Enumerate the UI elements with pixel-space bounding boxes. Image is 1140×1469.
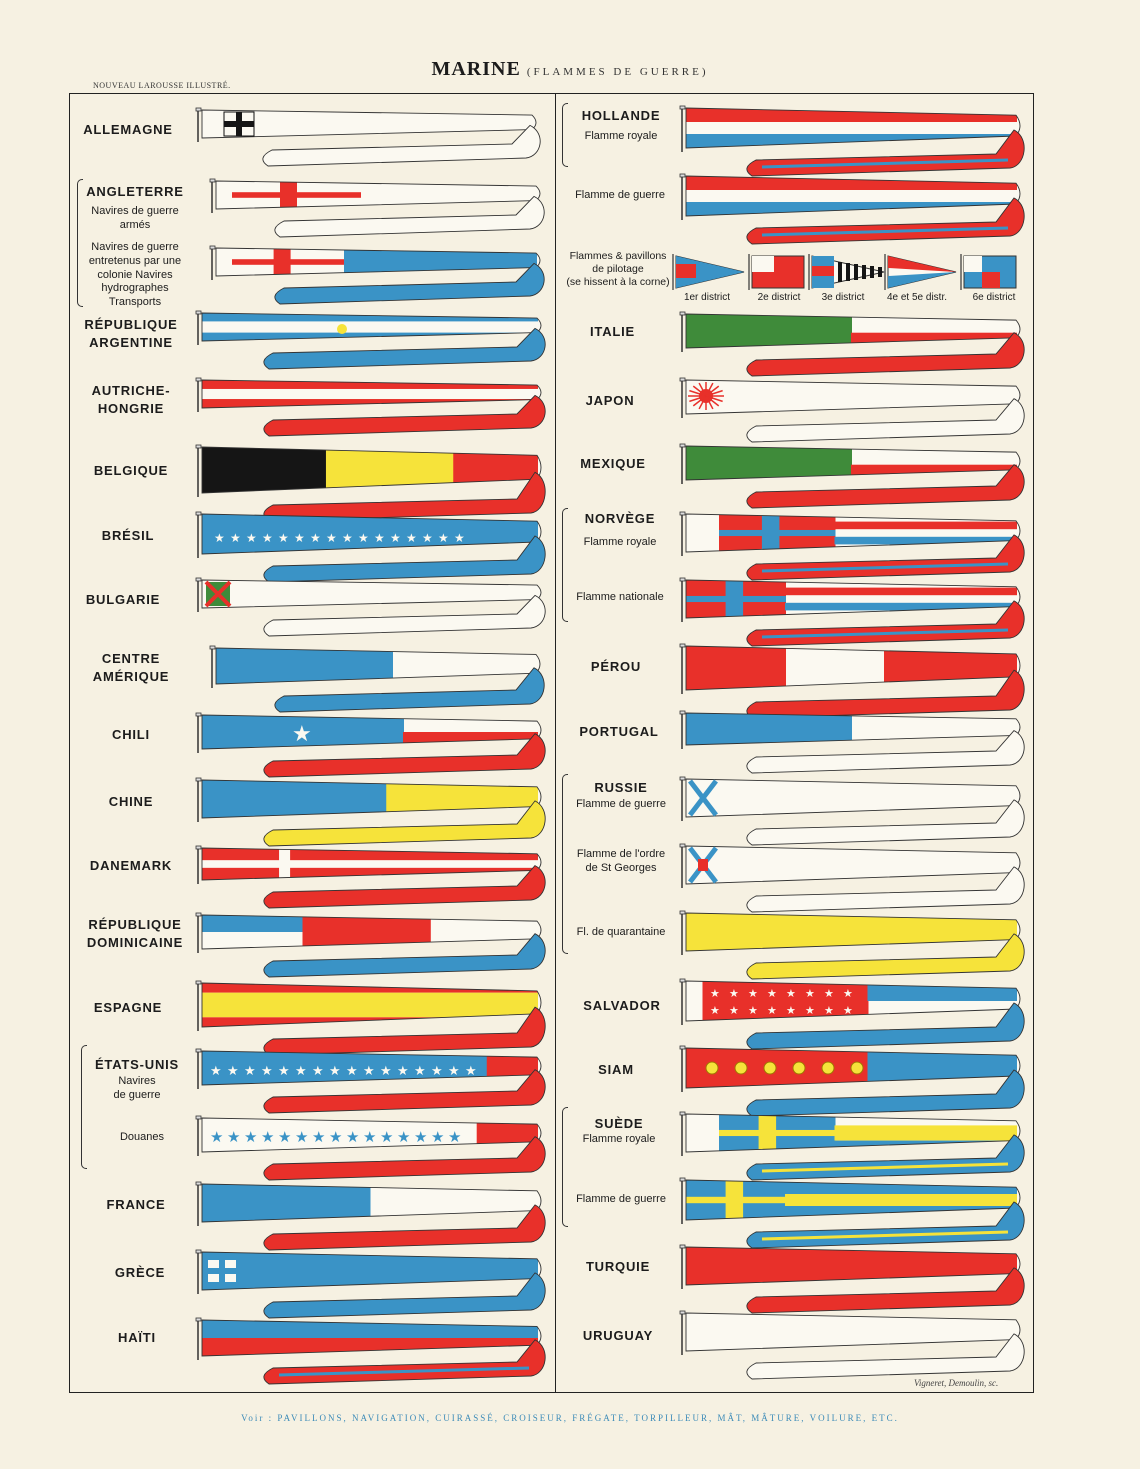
pennant-mexique	[680, 446, 1030, 516]
pennant-uruguay	[680, 1313, 1030, 1387]
pilot-flag-4	[884, 254, 964, 294]
svg-text:★: ★	[390, 531, 401, 545]
label-suede-guerre: Flamme de guerre	[576, 1193, 666, 1205]
pennant-france	[196, 1184, 551, 1258]
label-italie: ITALIE	[590, 324, 635, 339]
title-subtitle: (FLAMMES DE GUERRE)	[526, 66, 709, 78]
svg-text:★: ★	[210, 1064, 222, 1079]
label-turquie: TURQUIE	[585, 1259, 651, 1274]
svg-text:★: ★	[729, 987, 739, 1000]
svg-text:★: ★	[431, 1128, 445, 1146]
svg-text:★: ★	[358, 531, 369, 545]
pennant-angleterre-colonie	[210, 248, 550, 312]
label-chine: CHINE	[108, 794, 154, 809]
label-argentine: RÉPUBLIQUE ARGENTINE	[84, 317, 178, 350]
label-hollande-guerre: Flamme de guerre	[575, 189, 665, 201]
svg-text:★: ★	[414, 1064, 426, 1079]
label-etats-unis-douanes: Douanes	[119, 1131, 165, 1143]
svg-text:★: ★	[246, 531, 257, 545]
pennant-allemagne	[196, 110, 546, 174]
svg-text:★: ★	[227, 1128, 241, 1146]
svg-text:★: ★	[465, 1064, 477, 1079]
pennant-grece	[196, 1252, 551, 1326]
footer-see-also: Voir : PAVILLONS, NAVIGATION, CUIRASSÉ, CROISEUR, FRÉGATE, TORPILLEUR, MÂT, MÂTURE, VOILURE, ETC.	[241, 1413, 899, 1423]
svg-text:★: ★	[342, 531, 353, 545]
svg-text:★: ★	[805, 987, 815, 1000]
svg-text:★: ★	[786, 1004, 796, 1017]
label-russie-guerre: Flamme de guerre	[576, 798, 666, 810]
label-bulgarie: BULGARIE	[85, 592, 161, 607]
pennant-centre-amerique	[210, 648, 550, 720]
publisher-mark: NOUVEAU LAROUSSE ILLUSTRÉ.	[93, 81, 231, 90]
svg-text:★: ★	[363, 1128, 377, 1146]
svg-text:★: ★	[261, 1064, 273, 1079]
label-suede-royale: Flamme royale	[582, 1133, 656, 1145]
pennant-siam	[680, 1048, 1030, 1124]
label-suede: SUÈDE	[594, 1116, 644, 1131]
pennant-danemark	[196, 848, 551, 916]
svg-text:★: ★	[310, 531, 321, 545]
pennant-bresil	[196, 514, 551, 590]
label-uruguay: URUGUAY	[582, 1328, 654, 1343]
svg-text:★: ★	[729, 1004, 739, 1017]
district-label-2: 2e district	[757, 292, 801, 303]
label-japon: JAPON	[585, 393, 635, 408]
svg-text:★: ★	[397, 1128, 411, 1146]
pennant-turquie	[680, 1247, 1030, 1321]
svg-text:★: ★	[414, 1128, 428, 1146]
label-hollande: HOLLANDE	[581, 108, 661, 123]
svg-text:★: ★	[843, 987, 853, 1000]
svg-text:★: ★	[786, 987, 796, 1000]
svg-text:★: ★	[805, 1004, 815, 1017]
svg-text:★: ★	[244, 1128, 258, 1146]
label-russie-quarantaine: Fl. de quarantaine	[576, 926, 666, 938]
svg-text:★: ★	[843, 1004, 853, 1017]
label-hollande-royale: Flamme royale	[584, 130, 658, 142]
svg-text:★: ★	[295, 1064, 307, 1079]
svg-text:★: ★	[329, 1128, 343, 1146]
district-label-1: 1er district	[683, 292, 731, 303]
pennant-etats-unis-douanes	[196, 1118, 551, 1188]
pennant-angleterre-armes	[210, 181, 550, 245]
svg-text:★: ★	[244, 1064, 256, 1079]
svg-text:★: ★	[824, 987, 834, 1000]
svg-text:★: ★	[278, 531, 289, 545]
label-dominicaine: RÉPUBLIQUE DOMINICAINE	[86, 917, 184, 950]
district-label-4: 4e et 5e distr.	[886, 292, 948, 303]
pennant-dominicaine	[196, 915, 551, 985]
label-salvador: SALVADOR	[583, 998, 661, 1013]
label-angleterre-armes: Navires de guerre armés	[91, 205, 179, 231]
svg-text:★: ★	[397, 1064, 409, 1079]
svg-text:★: ★	[346, 1064, 358, 1079]
svg-text:★: ★	[329, 1064, 341, 1079]
label-centre-amerique: CENTRE AMÉRIQUE	[92, 651, 170, 684]
pilot-flag-6	[960, 254, 1040, 294]
svg-text:★: ★	[363, 1064, 375, 1079]
svg-text:★: ★	[326, 531, 337, 545]
svg-text:★: ★	[261, 1128, 275, 1146]
column-divider	[555, 93, 556, 1393]
svg-text:★: ★	[454, 531, 465, 545]
svg-text:★: ★	[448, 1128, 462, 1146]
label-etats-unis: ÉTATS-UNIS	[94, 1057, 180, 1072]
svg-text:★: ★	[278, 1128, 292, 1146]
label-russie-st-georges: Flamme de l'ordre de St Georges	[576, 848, 666, 874]
label-norvege-royale: Flamme royale	[583, 536, 657, 548]
pennant-chine	[196, 780, 551, 854]
pilot-flag-1	[672, 254, 752, 294]
title-main: MARINE	[431, 58, 521, 80]
pennant-autriche-hongrie	[196, 380, 551, 444]
svg-text:★: ★	[431, 1064, 443, 1079]
label-angleterre: ANGLETERRE	[86, 184, 184, 199]
label-haiti: HAÏTI	[118, 1330, 156, 1345]
svg-text:★: ★	[406, 531, 417, 545]
district-label-3: 3e district	[821, 292, 865, 303]
svg-text:★: ★	[438, 531, 449, 545]
svg-text:★: ★	[767, 1004, 777, 1017]
pennant-argentine	[196, 313, 551, 377]
label-espagne: ESPAGNE	[93, 1000, 163, 1015]
pennant-salvador	[680, 981, 1030, 1057]
label-hollande-pilotage: Flammes & pavillons de pilotage (se hissent à la corne)	[566, 250, 670, 289]
label-portugal: PORTUGAL	[579, 724, 659, 739]
pennant-hollande-royale	[680, 108, 1030, 184]
svg-text:★: ★	[346, 1128, 360, 1146]
svg-text:★: ★	[312, 1128, 326, 1146]
label-belgique: BELGIQUE	[93, 463, 169, 478]
label-norvege-nationale: Flamme nationale	[576, 591, 664, 603]
pennant-portugal	[680, 713, 1030, 781]
svg-text:★: ★	[292, 722, 312, 747]
svg-text:★: ★	[380, 1128, 394, 1146]
svg-text:★: ★	[748, 1004, 758, 1017]
pennant-etats-unis-guerre	[196, 1051, 551, 1121]
pennant-norvege-nationale	[680, 580, 1030, 654]
pennant-chili	[196, 715, 551, 785]
svg-text:★: ★	[380, 1064, 392, 1079]
label-grece: GRÈCE	[114, 1265, 166, 1280]
svg-text:★: ★	[295, 1128, 309, 1146]
engraver-signature: Vigneret, Demoulin, sc.	[914, 1378, 999, 1388]
svg-text:★: ★	[230, 531, 241, 545]
pennant-russie-guerre	[680, 779, 1030, 853]
label-norvege: NORVÈGE	[584, 511, 656, 526]
pennant-hollande-guerre	[680, 176, 1030, 252]
label-bresil: BRÉSIL	[101, 528, 155, 543]
pennant-japon	[680, 380, 1030, 450]
label-russie: RUSSIE	[594, 780, 648, 795]
label-etats-unis-navires: Navires de guerre	[113, 1075, 161, 1101]
page-title	[0, 58, 1140, 81]
label-danemark: DANEMARK	[89, 858, 173, 873]
pennant-russie-st-georges	[680, 846, 1030, 920]
svg-text:★: ★	[710, 1004, 720, 1017]
pennant-italie	[680, 314, 1030, 384]
pennant-suede-guerre	[680, 1180, 1030, 1256]
svg-text:★: ★	[767, 987, 777, 1000]
pennant-suede-royale	[680, 1114, 1030, 1188]
label-angleterre-colonie: Navires de guerre entretenus par une colonie Navires hydrographes Transports	[88, 241, 182, 308]
district-label-6: 6e district	[972, 292, 1016, 303]
pennant-norvege-royale	[680, 514, 1030, 588]
svg-text:★: ★	[422, 531, 433, 545]
svg-text:★: ★	[448, 1064, 460, 1079]
svg-text:★: ★	[294, 531, 305, 545]
svg-text:★: ★	[210, 1128, 224, 1146]
svg-text:★: ★	[214, 531, 225, 545]
label-allemagne: ALLEMAGNE	[83, 122, 173, 137]
svg-text:★: ★	[227, 1064, 239, 1079]
pilot-flag-3	[808, 254, 888, 294]
svg-text:★: ★	[262, 531, 273, 545]
svg-text:★: ★	[824, 1004, 834, 1017]
label-siam: SIAM	[598, 1062, 634, 1077]
pennant-haiti	[196, 1320, 551, 1392]
label-perou: PÉROU	[590, 659, 642, 674]
svg-text:★: ★	[374, 531, 385, 545]
label-mexique: MEXIQUE	[580, 456, 646, 471]
label-france: FRANCE	[106, 1197, 166, 1212]
svg-text:★: ★	[278, 1064, 290, 1079]
pennant-russie-quarantaine	[680, 913, 1030, 987]
label-autriche-hongrie: AUTRICHE- HONGRIE	[91, 383, 171, 416]
pennant-bulgarie	[196, 580, 551, 644]
svg-text:★: ★	[312, 1064, 324, 1079]
svg-text:★: ★	[748, 987, 758, 1000]
svg-text:★: ★	[710, 987, 720, 1000]
label-chili: CHILI	[112, 727, 150, 742]
